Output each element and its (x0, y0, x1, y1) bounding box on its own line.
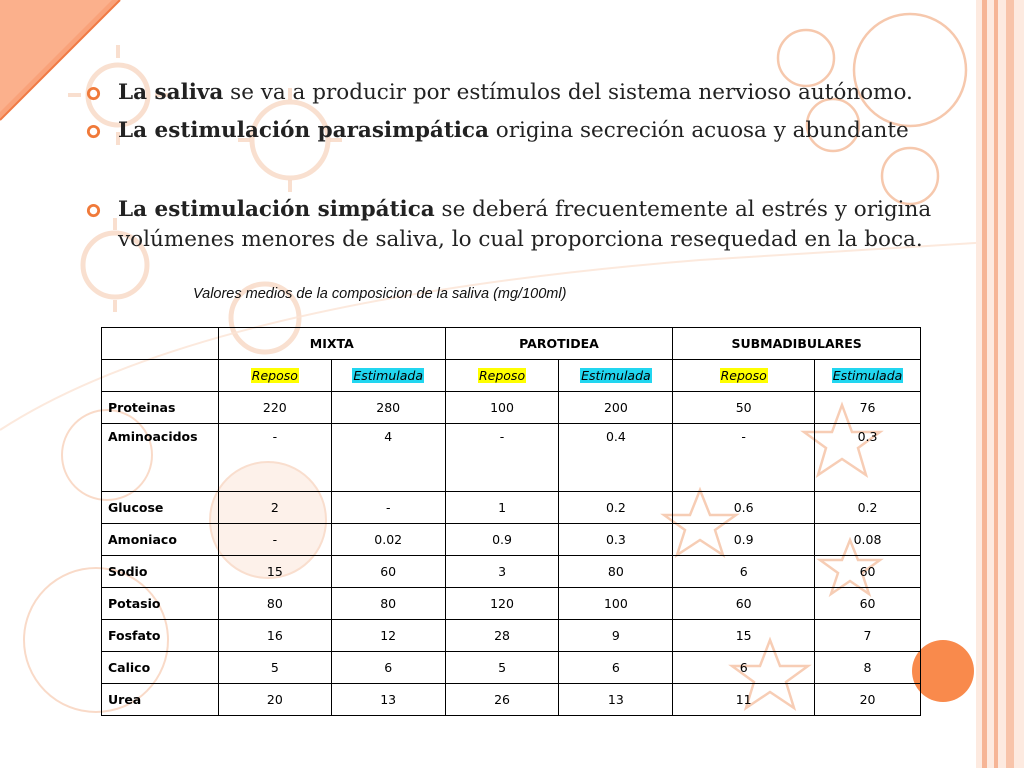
table-cell: 0.2 (559, 492, 673, 524)
table-cell: 120 (445, 588, 559, 620)
subheader-cell (445, 360, 559, 392)
table-cell: 0.08 (815, 524, 921, 556)
table-cell: 3 (445, 556, 559, 588)
table-row (102, 524, 921, 556)
row-label: Urea (102, 684, 219, 716)
table-cell: 100 (559, 588, 673, 620)
bullet-text: La saliva se va a producir por estímulos del sistema nervioso autónomo. (118, 80, 913, 105)
row-label: Calico (102, 652, 219, 684)
table-cell: 11 (673, 684, 815, 716)
row-label: Amoniaco (102, 524, 219, 556)
table-cell: 15 (673, 620, 815, 652)
table-cell: 15 (218, 556, 331, 588)
table-body (102, 392, 921, 716)
table-corner-cell (102, 360, 219, 392)
table-cell: 0.3 (815, 424, 921, 492)
subheader-cell (331, 360, 445, 392)
table-row (102, 684, 921, 716)
table-cell: 5 (218, 652, 331, 684)
table-cell: 60 (673, 588, 815, 620)
subheader-estimulada: Estimulada (832, 368, 903, 383)
table-cell: 280 (331, 392, 445, 424)
row-label: Proteinas (102, 392, 219, 424)
bullet-item (86, 116, 986, 146)
table-cell: 8 (815, 652, 921, 684)
table-row (102, 588, 921, 620)
table-cell: 6 (673, 652, 815, 684)
table-cell: 5 (445, 652, 559, 684)
table-cell: 6 (673, 556, 815, 588)
table-row (102, 652, 921, 684)
saliva-composition-table (101, 327, 921, 716)
table-cell: 0.02 (331, 524, 445, 556)
table-cell: 0.9 (445, 524, 559, 556)
table-cell: - (218, 524, 331, 556)
table-cell: - (445, 424, 559, 492)
table-cell: 1 (445, 492, 559, 524)
table-caption: Valores medios de la composicion de la saliva (mg/100ml) (193, 286, 567, 302)
table-cell: 4 (331, 424, 445, 492)
subheader-cell (559, 360, 673, 392)
bullet-text: La estimulación parasimpática origina secreción acuosa y abundante (118, 118, 909, 143)
row-label: Fosfato (102, 620, 219, 652)
bullet-text: La estimulación simpática se deberá frecuentemente al estrés y origina volúmenes menores de saliva, lo cual proporciona resequedad en la boca. (118, 197, 932, 252)
subheader-cell (673, 360, 815, 392)
table-cell: 28 (445, 620, 559, 652)
table-cell: 6 (559, 652, 673, 684)
row-label: Potasio (102, 588, 219, 620)
table-cell: 76 (815, 392, 921, 424)
table-cell: 200 (559, 392, 673, 424)
table-cell: 20 (218, 684, 331, 716)
subheader-cell (815, 360, 921, 392)
table-cell: 13 (559, 684, 673, 716)
bullet-item (86, 195, 966, 255)
table-cell: 80 (331, 588, 445, 620)
table-cell: 20 (815, 684, 921, 716)
row-label: Aminoacidos (102, 424, 219, 492)
table-cell: 6 (331, 652, 445, 684)
table-subheader-row (102, 360, 921, 392)
group-header-submadibulares: SUBMADIBULARES (673, 328, 921, 360)
table-cell: 12 (331, 620, 445, 652)
table-cell: 100 (445, 392, 559, 424)
orange-ring-bullet-icon (86, 86, 101, 101)
row-label: Glucose (102, 492, 219, 524)
table-cell: 26 (445, 684, 559, 716)
table-cell: 0.2 (815, 492, 921, 524)
table-group-header-row (102, 328, 921, 360)
table-row (102, 392, 921, 424)
table-cell: 60 (331, 556, 445, 588)
table-row (102, 424, 921, 492)
table-cell: 0.9 (673, 524, 815, 556)
table-cell: 13 (331, 684, 445, 716)
table-cell: 16 (218, 620, 331, 652)
row-label: Sodio (102, 556, 219, 588)
table-row (102, 492, 921, 524)
orange-ring-bullet-icon (86, 203, 101, 218)
table-cell: 0.3 (559, 524, 673, 556)
subheader-reposo: Reposo (251, 368, 298, 383)
subheader-reposo: Reposo (478, 368, 526, 383)
table-cell: 0.6 (673, 492, 815, 524)
table-cell: - (331, 492, 445, 524)
table-cell: 0.4 (559, 424, 673, 492)
subheader-cell (218, 360, 331, 392)
table-cell: 60 (815, 588, 921, 620)
table-cell: 220 (218, 392, 331, 424)
bullet-item (86, 78, 986, 108)
table-cell: 80 (559, 556, 673, 588)
subheader-estimulada: Estimulada (581, 368, 651, 383)
table-row (102, 620, 921, 652)
group-header-mixta: MIXTA (218, 328, 445, 360)
table-cell: - (673, 424, 815, 492)
orange-ring-bullet-icon (86, 124, 101, 139)
table-cell: 50 (673, 392, 815, 424)
table-cell: 2 (218, 492, 331, 524)
table-row (102, 556, 921, 588)
table-cell: 7 (815, 620, 921, 652)
table-cell: 80 (218, 588, 331, 620)
table-corner-cell (102, 328, 219, 360)
table-cell: 9 (559, 620, 673, 652)
group-header-parotidea: PAROTIDEA (445, 328, 673, 360)
table-cell: 60 (815, 556, 921, 588)
subheader-estimulada: Estimulada (353, 368, 423, 383)
subheader-reposo: Reposo (720, 368, 767, 383)
table-cell: - (218, 424, 331, 492)
